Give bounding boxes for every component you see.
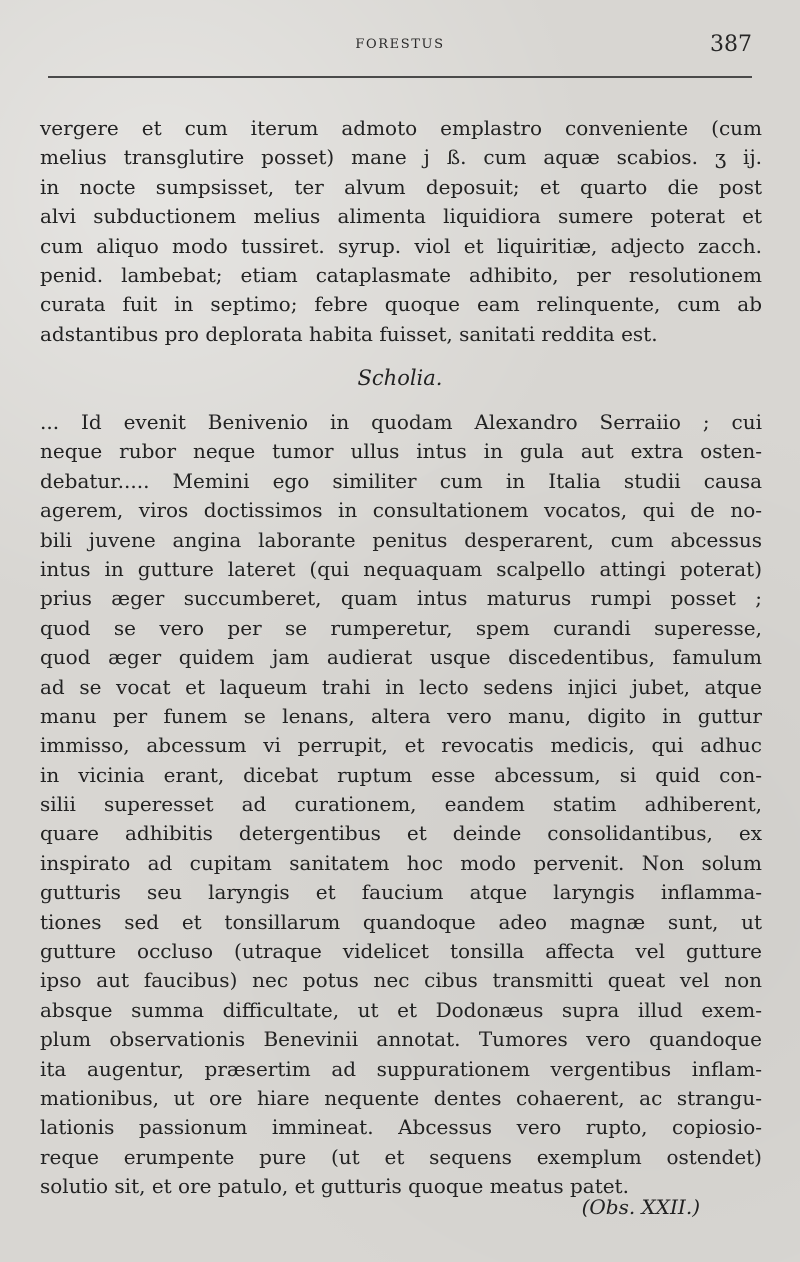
scholia-line: in vicinia erant, dicebat ruptum esse abcessum, si quid con- <box>40 762 762 787</box>
text-line: vergere et cum iterum admoto emplastro conveniente (cum <box>40 116 762 140</box>
scholia-line: immisso, abcessum vi perrupit, et revocatis medicis, qui adhuc <box>40 733 762 758</box>
scholia-line: quare adhibitis detergentibus et deinde consolidantibus, ex <box>40 821 762 846</box>
scholia-line: quod se vero per se rumperetur, spem curandi superesse, <box>40 615 762 640</box>
scholia-line: mationibus, ut ore hiare nequente dentes cohaerent, ac strangu- <box>40 1085 762 1110</box>
scholia-line: silii superesset ad curationem, eandem statim adhiberent, <box>40 792 762 817</box>
scholia-line: neque rubor neque tumor ullus intus in gula aut extra osten- <box>40 439 762 464</box>
scholia-line: ita augentur, præsertim ad suppurationem vergentibus inflam- <box>40 1056 762 1081</box>
running-head: FORESTUS <box>355 37 445 52</box>
page-header <box>48 34 752 64</box>
scholia-line: ad se vocat et laqueum trahi in lecto sedens injici jubet, atque <box>40 674 762 699</box>
text-line: alvi subductionem melius alimenta liquidiora sumere poterat et <box>40 204 762 229</box>
citation: (Obs. XXII.) <box>581 1195 700 1219</box>
scholia-line: quod æger quidem jam audierat usque discedentibus, famulum <box>40 645 762 670</box>
scholia-line: gutturis seu laryngis et faucium atque laryngis inflamma- <box>40 880 762 905</box>
scholia-text <box>40 408 762 1202</box>
text-line: penid. lambebat; etiam cataplasmate adhibito, per resolutionem <box>40 262 762 287</box>
scholia-line: lationis passionum immineat. Abcessus vero rupto, copiosio- <box>40 1115 762 1140</box>
text-line: cum aliquo modo tussiret. syrup. viol et liquiritiæ, adjecto zacch. <box>40 233 762 258</box>
scholia-line: prius æger succumberet, quam intus maturus rumpi posset ; <box>40 586 762 611</box>
scholia-line: absque summa difficultate, ut et Dodonæus supra illud exem- <box>40 997 762 1022</box>
header-rule <box>48 76 752 78</box>
text-line: melius transglutire posset) mane j ß. cum aquæ scabios. ʒ ij. <box>40 145 762 170</box>
scholia-line: solutio sit, et ore patulo, et gutturis quoque meatus patet. <box>40 1174 629 1199</box>
scholia-line: manu per funem se lenans, altera vero manu, digito in guttur <box>40 703 762 728</box>
scholia-line: plum observationis Benevinii annotat. Tumores vero quandoque <box>40 1027 762 1052</box>
scholia-line: reque erumpente pure (ut et sequens exemplum ostendet) <box>40 1144 762 1169</box>
scholia-line: ... Id evenit Benivenio in quodam Alexandro Serraiio ; cui <box>40 410 762 434</box>
scholia-line: tiones sed et tonsillarum quandoque adeo magnæ sunt, ut <box>40 909 762 934</box>
text-line: in nocte sumpsisset, ter alvum deposuit; et quarto die post <box>40 174 762 199</box>
scholia-line: gutture occluso (utraque videlicet tonsilla affecta vel gutture <box>40 939 762 964</box>
scholia-line: ipso aut faucibus) nec potus nec cibus transmitti queat vel non <box>40 968 762 993</box>
case-text <box>40 114 762 349</box>
scholia-line: intus in gutture lateret (qui nequaquam scalpello attingi poterat) <box>40 556 762 581</box>
scholia-line: debatur..... Memini ego similiter cum in Italia studii causa <box>40 468 762 493</box>
page-number: 387 <box>710 32 752 57</box>
scholia-line: agerem, viros doctissimos in consultationem vocatos, qui de no- <box>40 498 762 523</box>
text-line: adstantibus pro deplorata habita fuisset, sanitati reddita est. <box>40 321 658 346</box>
scholia-line: bili juvene angina laborante penitus desperarent, cum abcessus <box>40 527 762 552</box>
scholia-heading: Scholia. <box>357 366 443 390</box>
text-line: curata fuit in septimo; febre quoque eam relinquente, cum ab <box>40 292 762 317</box>
scholia-line: inspirato ad cupitam sanitatem hoc modo pervenit. Non solum <box>40 850 762 875</box>
